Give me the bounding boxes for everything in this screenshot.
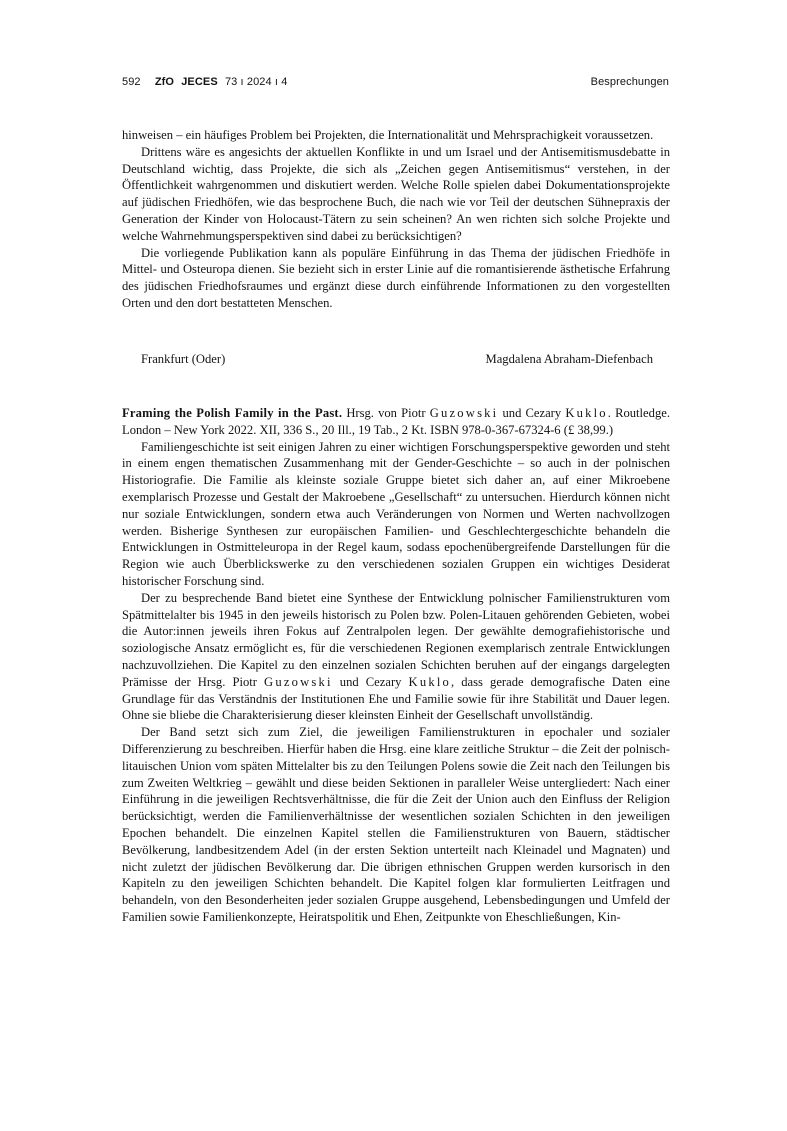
paragraph: Der Band setzt sich zum Ziel, die jeweiligen Familienstrukturen in epochaler und sozialer Differenzierung zu beschreiben. Hierfür haben die Hrsg. eine klare zeitliche Struktur – die Zeit der polnisch-litauischen Union vom späten Mittelalter bis zu den Teilungen Polens sowie die Zeit nach den Teilungen bis zum Zweiten Weltkrieg – gewählt und diese beiden Sektionen in paralleler Weise untergliedert: Nach einer Einführung in die jeweiligen Rechtsverhältnisse, die für die Zeit der Union auch den Einfluss der Religion berücksichtigt, werden die Familienverhältnisse der wesentlichen sozialen Schichten in den jeweiligen Epochen behandelt. Die einzelnen Kapitel stellen die Familienstrukturen von Bauern, städtischer Bevölkerung, landbesitzendem Adel (in der ersten Sektion unterteilt nach Kleinadel und Magnaten) und nicht zuletzt der jüdischen Bevölkerung dar. Die übrigen ethnischen Gruppen werden kursorisch in den Kapiteln zu den jeweiligen Schichten behandelt. Die Kapitel folgen klar formulierten Leitfragen und behandeln, von den Besonderheiten jeder sozialen Gruppe ausgehend, Lebensbedingungen und Umfeld der Familien sowie Familienkonzepte, Heiratspolitik und Ehen, Zeitpunkte von Eheschließungen, Kin- [122, 725, 670, 924]
header-left [122, 76, 287, 88]
paragraph: Drittens wäre es angesichts der aktuellen Konflikte in und um Israel und der Antisemitismusdebatte in Deutschland wichtig, dass Projekte, die sich als „Zeichen gegen Antisemitismus“ verstehen, in der Öffentlichkeit wahrgenommen und diskutiert werden. Welche Rolle spielen dabei Dokumentationsprojekte auf jüdischen Friedhöfen, wie das besprochene Buch, die nach wie vor Teil der deutschen Sühnepraxis der Generation der Kinder von Holocaust-Tätern zu sein scheinen? An wen richten sich solche Projekte und welche Wahrnehmungsperspektiven sind dabei zu berücksichtigen? [122, 144, 670, 243]
paragraph: Die vorliegende Publikation kann als populäre Einführung in das Thema der jüdischen Friedhöfe in Mittel- und Osteuropa dienen. Sie bezieht sich in erster Linie auf die romantisierende ästhetische Erfahrung des jüdischen Friedhofsraumes und ergänzt diese durch einführende Informationen zu den vorgestellten Orten und den dort bestatteten Menschen. [122, 245, 670, 310]
paragraph: Familiengeschichte ist seit einigen Jahren zu einer wichtigen Forschungsperspektive geworden und steht in einem engen thematischen Zusammenhang mit der Gender-Geschichte – so auch in der polnischen Historiografie. Die Familie als kleinste soziale Gruppe bietet sich daher an, auf einer Mikroebene exemplarisch Prozesse und Gestalt der Makroebene „Gesellschaft“ zu untersuchen. Hierdurch können nicht nur soziale Entwicklungen, sondern etwa auch Veränderungen von Normen und Werten nachvollzogen werden. Bisherige Synthesen zur europäischen Familien- und Geschlechtergeschichte behandeln die Entwicklungen in Ostmitteleuropa in der Regel kaum, sodass epochenübergreifende Darstellungen für die Region wie auch Überblickswerke zu den verschiedenen sozialen Gruppen ein wichtiges Desiderat historischer Forschung sind. [122, 439, 670, 588]
citation-and: und Cezary [502, 406, 562, 420]
review-framing-polish-family [122, 405, 670, 926]
paragraph [122, 590, 670, 724]
citation-details: . Routledge. London – New York 2022. XII, 336 S., 20 Ill., 19 Tab., 2 Kt. ISBN 978-0-367-67324-6 (£ 38,99.) [122, 406, 670, 437]
page-number: 592 [122, 76, 141, 88]
running-header [122, 76, 669, 92]
citation-hrsg: Hrsg. von Piotr [346, 406, 426, 420]
paragraph-part: , dass gerade demografische Daten eine Grundlage für das Verständnis der Institutionen Ehe und Familie sowie für ihre Stabilität und Dauer legen. Ohne sie bliebe die Charakterisierung dieser kleinsten Einheit der Gesellschaft unvollständig. [122, 674, 671, 723]
book-citation [122, 405, 670, 439]
editor-surname: Guzowski [264, 674, 333, 689]
editor-surname: Kuklo [408, 674, 452, 689]
section-title: Besprechungen [590, 76, 669, 88]
journal-sub: JECES [181, 76, 218, 88]
editor-surname: Guzowski [429, 406, 499, 420]
paragraph-part: Der zu besprechende Band bietet eine Synthese der Entwicklung polnischer Familienstrukturen vom Spätmittelalter bis 1945 in den jeweils historisch zu Polen bzw. Polen-Litauen gehörenden Gebieten, wobei die Autor:innen jeweils ihren Fokus auf Zentralpolen legen. Der gewählte demografiehistorische und soziologische Ansatz ermöglicht es, für die verschiedenen Regionen exemplarisch zentrale Entwicklungen nachzuvollziehen. Die Kapitel zu den einzelnen sozialen Schichten beruhen auf der eingangs dargelegten Prämisse der Hrsg. Piotr [122, 590, 670, 689]
previous-review-ending [122, 127, 670, 312]
editor-surname: Kuklo [565, 406, 608, 420]
paragraph: hinweisen – ein häufiges Problem bei Projekten, die Internationalität und Mehrsprachigkeit voraussetzen. [122, 128, 654, 142]
paragraph-part: und Cezary [339, 674, 402, 689]
reviewer-place: Frankfurt (Oder) [141, 352, 226, 366]
journal-abbrev: ZfO [154, 76, 175, 88]
book-title: Framing the Polish Family in the Past. [122, 406, 343, 420]
reviewer-name: Magdalena Abraham-Diefenbach [485, 352, 653, 366]
volume-issue: 73 ı 2024 ı 4 [224, 76, 288, 88]
